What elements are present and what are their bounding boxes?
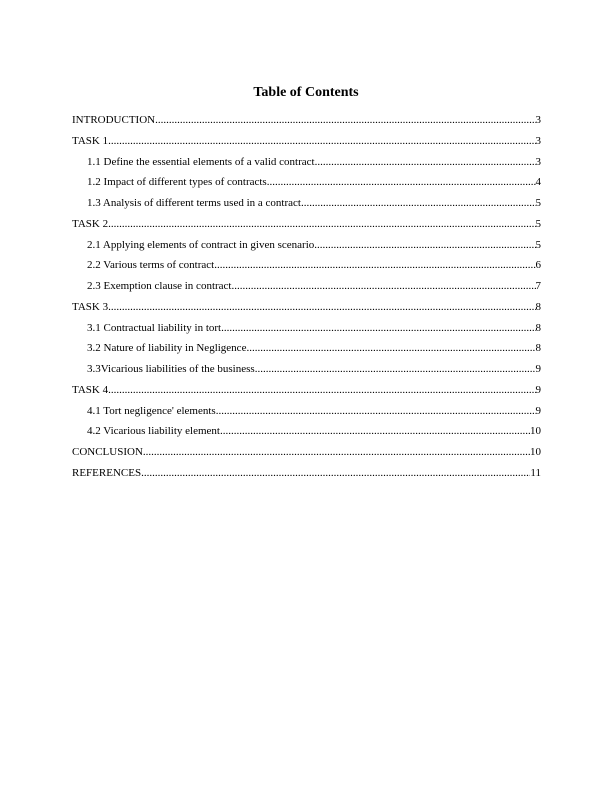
toc-entry-3-2[interactable] <box>72 341 541 362</box>
toc-page-number: 3 <box>535 114 541 126</box>
dot-leader <box>255 362 536 376</box>
toc-entry-1-2[interactable] <box>72 175 541 196</box>
toc-title: Table of Contents <box>253 85 359 100</box>
toc-entry-text: TASK 3 <box>72 300 109 313</box>
toc-entry-text: 3.1 Contractual liability in tort <box>87 321 222 334</box>
dot-leader <box>141 466 530 480</box>
toc-entry-text: 2.2 Various terms of contract <box>87 259 215 272</box>
toc-entry-text: 1.1 Define the essential elements of a valid contract <box>87 155 315 168</box>
toc-entry-3-3[interactable] <box>72 362 541 383</box>
toc-entry-4-1[interactable] <box>72 404 541 425</box>
toc-page-number: 8 <box>535 342 541 355</box>
toc-entry-text: 1.2 Impact of different types of contracts <box>87 176 267 189</box>
dot-leader <box>231 279 535 293</box>
toc-entry-2-1[interactable] <box>72 238 541 259</box>
dot-leader <box>246 341 535 355</box>
toc-page-number: 11 <box>530 466 541 479</box>
toc-page-number: 8 <box>535 321 541 334</box>
toc-entry-task-2[interactable] <box>72 217 541 238</box>
toc-entry-references[interactable] <box>72 466 541 487</box>
dot-leader <box>108 217 535 231</box>
dot-leader <box>143 445 530 459</box>
toc-entry-text: 2.1 Applying elements of contract in given scenario <box>87 238 315 251</box>
toc-entry-text: 4.2 Vicarious liability element <box>87 425 220 438</box>
toc-page-number: 5 <box>535 238 541 251</box>
dot-leader <box>221 321 535 335</box>
dot-leader <box>267 175 536 189</box>
toc-page-number: 8 <box>535 300 541 313</box>
toc-page-number: 5 <box>535 217 541 230</box>
toc-entry-3-1[interactable] <box>72 321 541 342</box>
toc-page-number: 9 <box>535 383 541 396</box>
dot-leader <box>216 404 536 418</box>
toc-page-number: 10 <box>530 425 541 438</box>
toc-entry-task-3[interactable] <box>72 300 541 321</box>
toc-entry-text: 1.3 Analysis of different terms used in a contract <box>87 197 301 209</box>
toc-page-number: 7 <box>535 280 541 292</box>
dot-leader <box>314 238 535 252</box>
toc-entry-2-3[interactable] <box>72 279 541 300</box>
toc-entry-conclusion[interactable] <box>72 445 541 466</box>
dot-leader <box>214 258 535 272</box>
toc-entry-task-4[interactable] <box>72 383 541 404</box>
toc-page-number: 5 <box>535 197 541 209</box>
toc-entry-text: TASK 2 <box>72 217 109 230</box>
toc-page-number: 3 <box>535 155 541 168</box>
dot-leader <box>301 196 536 210</box>
dot-leader <box>108 383 535 397</box>
toc-entry-text: INTRODUCTION <box>72 114 156 126</box>
toc-entry-introduction[interactable] <box>72 113 541 134</box>
toc-entry-4-2[interactable] <box>72 424 541 445</box>
toc-entry-text: 2.3 Exemption clause in contract <box>87 280 232 292</box>
toc-entry-text: 3.3Vicarious liabilities of the business <box>87 363 255 375</box>
dot-leader <box>315 155 536 169</box>
toc-page-number: 3 <box>535 134 541 147</box>
toc-entry-2-2[interactable] <box>72 258 541 279</box>
toc-list <box>72 113 541 487</box>
toc-entry-text: 4.1 Tort negligence' elements <box>87 404 216 417</box>
toc-entry-1-3[interactable] <box>72 196 541 217</box>
toc-entry-text: 3.2 Nature of liability in Negligence <box>87 342 247 355</box>
toc-page-number: 9 <box>535 363 541 375</box>
toc-entry-task-1[interactable] <box>72 134 541 155</box>
toc-entry-text: REFERENCES <box>72 466 142 479</box>
toc-entry-text: CONCLUSION <box>72 446 143 458</box>
toc-page-number: 6 <box>535 259 541 272</box>
dot-leader <box>108 300 535 314</box>
toc-entry-text: TASK 4 <box>72 383 109 396</box>
toc-entry-text: TASK 1 <box>72 134 109 147</box>
toc-page-number: 9 <box>535 404 541 417</box>
dot-leader <box>108 134 535 148</box>
dot-leader <box>220 424 530 438</box>
toc-page-number: 4 <box>535 176 541 189</box>
toc-page-number: 10 <box>530 446 541 458</box>
toc-entry-1-1[interactable] <box>72 155 541 176</box>
dot-leader <box>155 113 535 127</box>
